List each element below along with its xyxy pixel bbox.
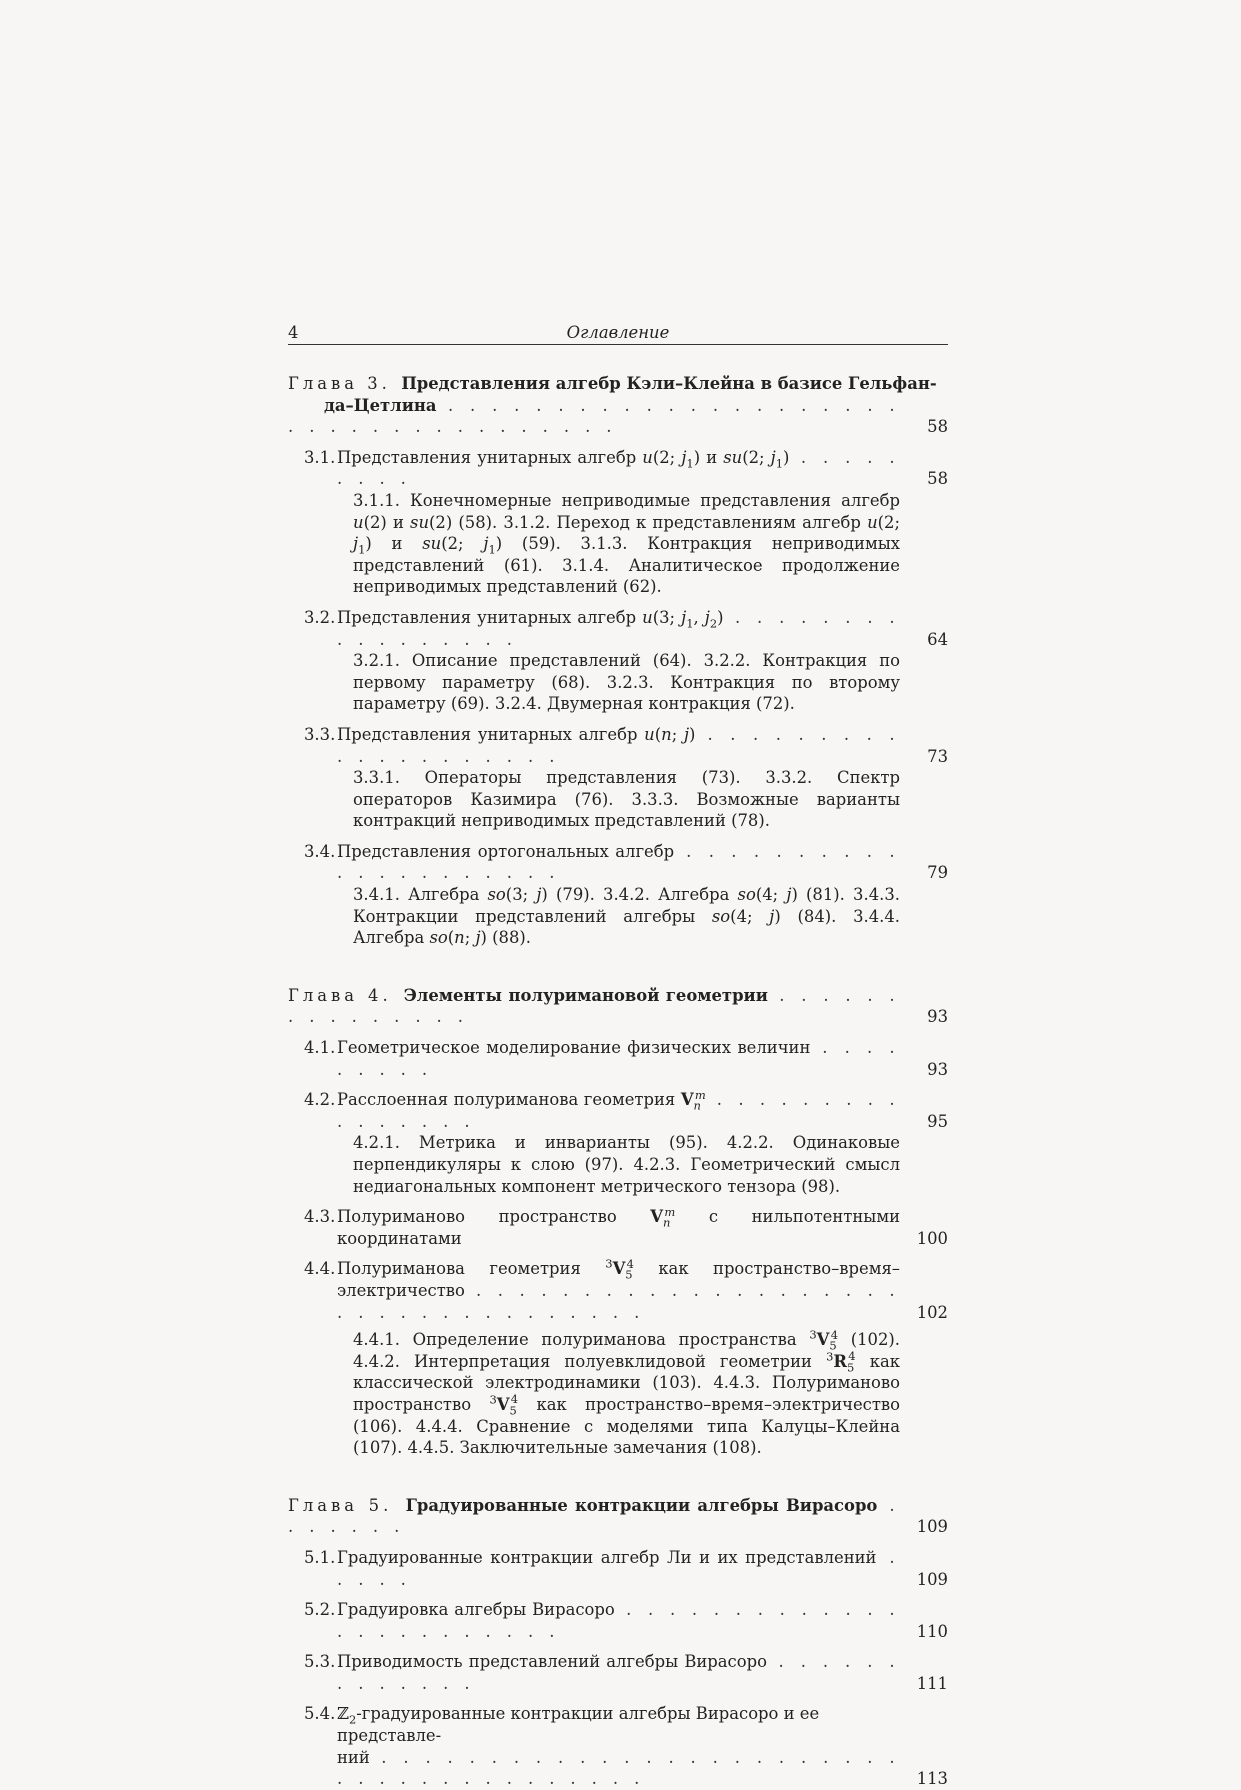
section-title: Представления унитарных алгебр u(n; j) . . . . . . . . . . . . . . . . . . . . <box>337 724 900 766</box>
running-head <box>288 320 948 345</box>
section-page: 95 <box>927 1111 948 1131</box>
chapter-title: Представления алгебр Кэли–Клейна в базисе Гельфан- <box>401 374 937 393</box>
section-title: Приводимость представлений алгебры Вирасоро . . . . . . . . . . . . . <box>337 1652 900 1693</box>
chapter-4 <box>288 985 948 1459</box>
toc-entry[interactable] <box>288 1258 948 1458</box>
page-number: 4 <box>288 323 299 342</box>
toc-entry[interactable]: 5.4. ℤ$_2$-градуированные контракции алгебры Вирасоро и ее представле- ний . . . . . . . . . . . . . . . . . . . . . . . . . . . . . . . . . . . . . . . 113 <box>304 1704 948 1789</box>
section-page: 73 <box>927 746 948 766</box>
section-number: 4.3. <box>304 1207 336 1227</box>
section-page: 58 <box>927 469 948 489</box>
chapter-heading[interactable]: Глава 4. Элементы полуримановой геометрии . . . . . . . . . . . . . . . 93 <box>288 985 948 1027</box>
section-page: 100 <box>916 1228 948 1248</box>
toc-page <box>288 320 948 1790</box>
subsection-list: 4.2.1. Метрика и инварианты (95). 4.2.2. Одинаковые перпендикуляры к слою (97). 4.2.3. Геометрический смысл недиагональных компонент метрического тензора (98). <box>353 1133 900 1196</box>
toc-entry[interactable] <box>288 447 948 598</box>
subsection-list: 3.4.1. Алгебра so(3; j) (79). 3.4.2. Алгебра so(4; j) (81). 3.4.3. Контракции представлений алгебры so(4; j) (84). 3.4.4. Алгебра so(n; j) (88). <box>353 885 901 948</box>
chapter-page: 93 <box>927 1007 948 1027</box>
toc-entry[interactable] <box>288 1599 948 1642</box>
chapter-5 <box>288 1495 948 1790</box>
section-number: 3.4. <box>304 841 336 861</box>
section-title: Градуировка алгебры Вирасоро . . . . . . . . . . . . . . . . . . . . . . . . <box>337 1600 900 1641</box>
section-title: Расслоенная полуриманова геометрия $V_n^m$ . . . . . . . . . . . . . . . . <box>337 1087 900 1131</box>
chapter-heading[interactable]: Глава 3. Представления алгебр Кэли–Клейна в базисе Гельфан- да–Цетлина . . . . . . . . . . . . . . . . . . . . . . . . . . . . . . . . . . . . . 58 <box>288 374 948 437</box>
section-title: ℤ$_2$-градуированные контракции алгебры Вирасоро и ее представле- <box>337 1704 820 1746</box>
section-number: 5.3. <box>304 1652 336 1672</box>
toc-entry[interactable] <box>288 1547 948 1590</box>
subsection-list: 3.2.1. Описание представлений (64). 3.2.2. Контракция по первому параметру (68). 3.2.3. Контракция по второму параметру (69). 3.2.4. Двумерная контракция (72). <box>353 651 900 714</box>
chapter-page: 58 <box>927 417 948 437</box>
toc-entry[interactable] <box>288 607 948 715</box>
section-number: 4.4. <box>304 1259 336 1279</box>
chapter-label: Глава 5. <box>288 1495 393 1515</box>
section-page: 102 <box>916 1302 948 1322</box>
subsection-list: 4.4.1. Определение полуриманова пространства $^3V_5^4$ (102). 4.4.2. Интерпретация полуевклидовой геометрии $^3R_5^4$ как классической электродинамики (103). 4.4.3. Полуриманово пространство $^3V_5^4$ как пространство–время–электричество (106). 4.4.4. Сравнение с моделями типа Калуцы–Клейна (107). 4.4.5. Заключительные замечания (108). <box>353 1327 900 1458</box>
section-number: 3.1. <box>304 447 336 467</box>
chapter-page: 109 <box>916 1517 948 1537</box>
chapter-title-cont: да–Цетлина <box>324 395 437 415</box>
subsection-list: 3.3.1. Операторы представления (73). 3.3.2. Спектр операторов Казимира (76). 3.3.3. Возможные варианты контракций неприводимых представлений (78). <box>353 768 900 831</box>
section-number: 5.2. <box>304 1600 336 1620</box>
section-title: 4.4. Полуриманова геометрия $^3V_5^4$ как пространство–время– электричество . . . . . . . . . . . . . . . . . . . . . . . . . . . . . . . . . . . 102 <box>304 1256 948 1322</box>
section-page: 111 <box>916 1673 948 1693</box>
chapter-title: Градуированные контракции алгебры Вирасоро <box>405 1495 878 1515</box>
section-number: 4.1. <box>304 1038 336 1058</box>
chapter-heading[interactable]: Глава 5. Градуированные контракции алгебры Вирасоро . . . . . . . 109 <box>288 1495 948 1537</box>
toc-entry[interactable] <box>288 1651 948 1694</box>
toc-entry[interactable] <box>288 841 948 949</box>
section-page: 64 <box>927 629 948 649</box>
section-page: 110 <box>916 1621 948 1641</box>
section-title: Представления ортогональных алгебр . . . . . . . . . . . . . . . . . . . . . <box>337 841 900 883</box>
section-number: 5.4. <box>304 1704 336 1724</box>
toc-entry[interactable] <box>288 1206 948 1249</box>
section-number: 3.2. <box>304 607 336 627</box>
section-number: 5.1. <box>304 1547 336 1567</box>
section-page: 109 <box>916 1569 948 1589</box>
section-page: 113 <box>916 1769 948 1789</box>
toc-entry[interactable] <box>288 1037 948 1080</box>
section-title: Представления унитарных алгебр u(2; $j_1$) и su(2; $j_1$) . . . . . . . . . <box>337 447 900 489</box>
section-number: 3.3. <box>304 724 336 744</box>
section-title: Геометрическое моделирование физических величин . . . . . . . . . <box>337 1038 900 1079</box>
chapter-label: Глава 3. <box>288 374 391 393</box>
toc-entry[interactable] <box>288 724 948 832</box>
section-page: 79 <box>927 863 948 883</box>
section-title: Градуированные контракции алгебр Ли и их представлений . . . . . <box>337 1547 900 1589</box>
section-title: Полуриманово пространство $V_n^m$ с нильпотентными координатами <box>337 1204 901 1248</box>
page-title: Оглавление <box>566 323 670 342</box>
toc-entry[interactable] <box>288 1089 948 1197</box>
section-number: 4.2. <box>304 1090 336 1110</box>
chapter-label: Глава 4. <box>288 985 392 1005</box>
chapter-title: Элементы полуримановой геометрии <box>403 985 768 1005</box>
chapter-3 <box>288 373 948 949</box>
subsection-list: 3.1.1. Конечномерные неприводимые представления алгебр u(2) и su(2) (58). 3.1.2. Переход к представлениям алгебр u(2; $j_1$) и su(2; $j_1$) (59). 3.1.3. Контракция неприводимых представлений (61). 3.1.4. Аналитическое продолжение неприводимых представлений (62). <box>353 490 901 597</box>
section-title: Представления унитарных алгебр u(3; $j_1$, $j_2$) . . . . . . . . . . . . . . . . . <box>337 607 900 649</box>
section-page: 93 <box>927 1059 948 1079</box>
